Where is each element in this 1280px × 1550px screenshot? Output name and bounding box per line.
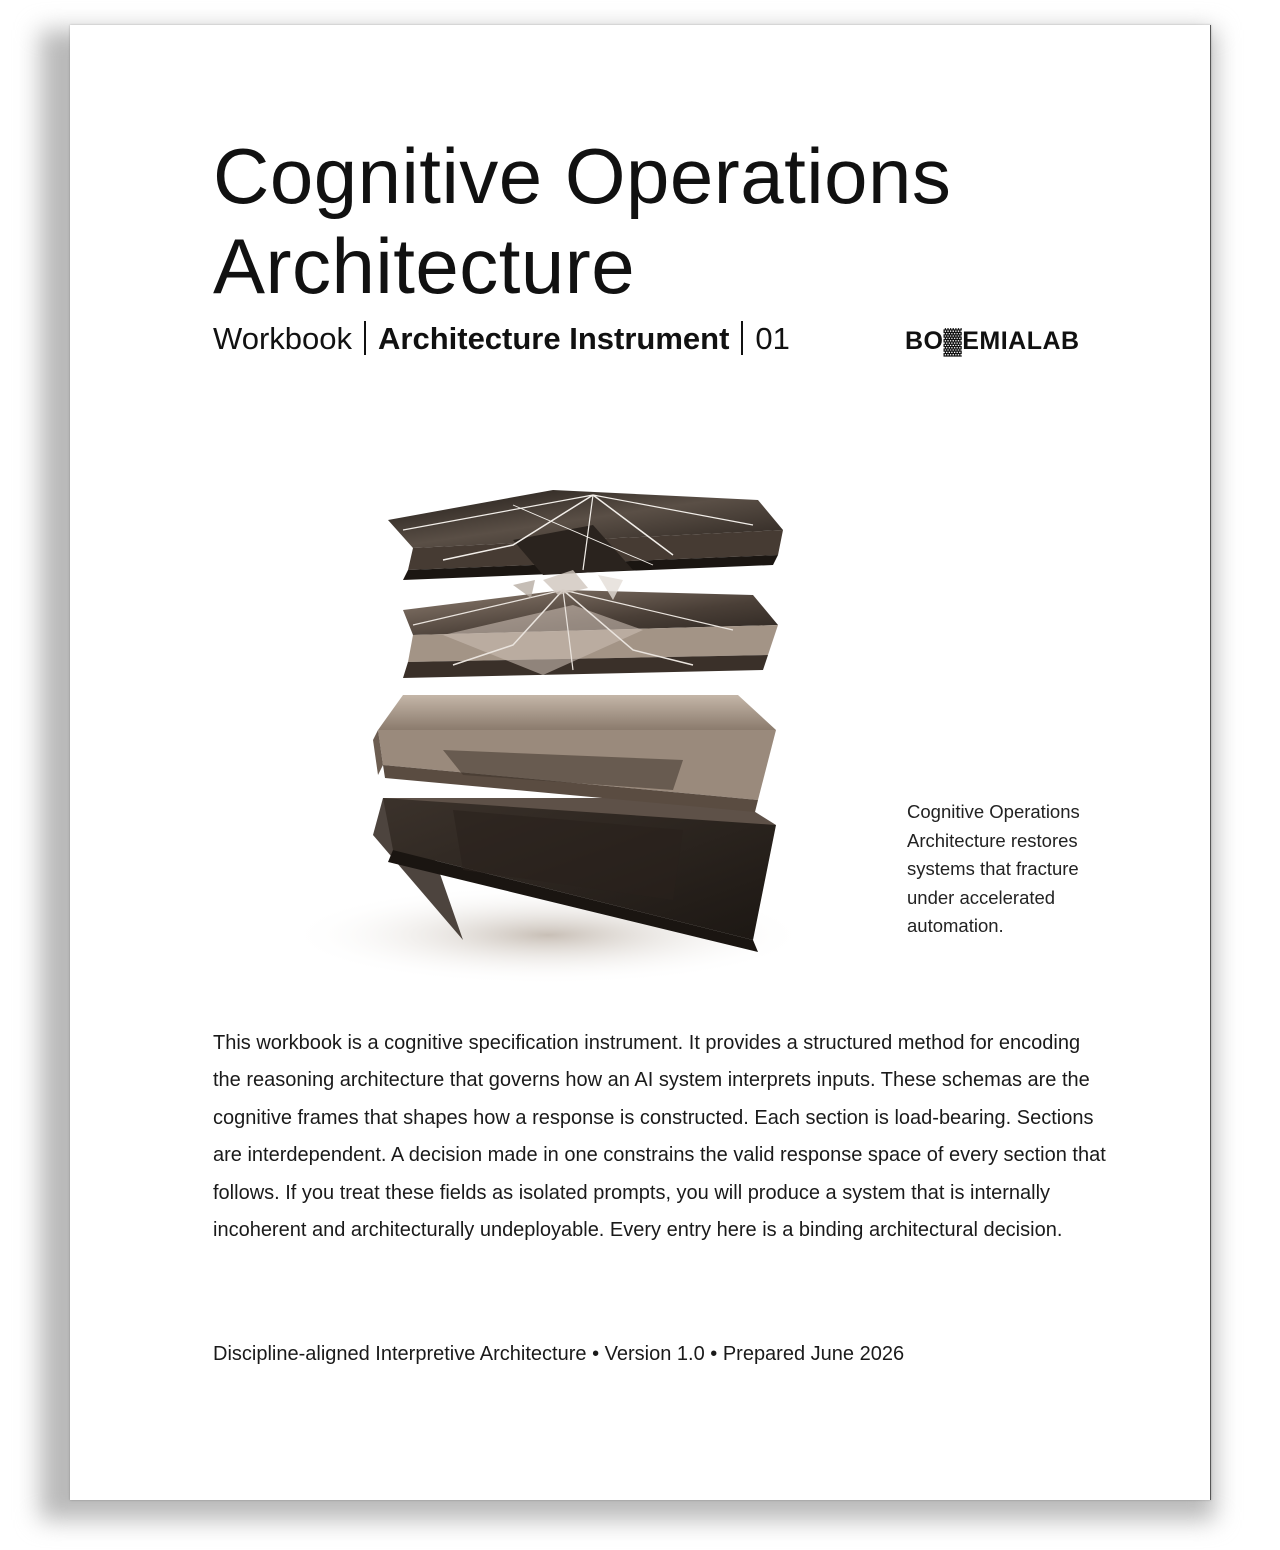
subtitle-separator (741, 321, 743, 355)
document-subtitle (213, 319, 790, 359)
glass-stack-illustration (213, 430, 893, 1020)
brand-logo: BO▓EMIALAB (905, 327, 1080, 355)
subtitle-number: 01 (755, 321, 790, 356)
document-footer: Discipline-aligned Interpretive Architecture • Version 1.0 • Prepared June 2026 (213, 1343, 905, 1365)
glass-layer-third (373, 695, 776, 812)
glass-layer-top (388, 490, 783, 580)
document-title: Cognitive Operations Architecture (213, 132, 952, 310)
subtitle-instrument: Architecture Instrument (378, 321, 730, 356)
document-page (70, 25, 1211, 1500)
glass-layer-second (403, 590, 778, 678)
body-paragraph: This workbook is a cognitive specification instrument. It provides a structured method for encoding the reasoning architecture that governs how an AI system interprets inputs. These schemas are the cognitive frames that shapes how a response is constructed. Each section is load-bearing. Sections are interdependent. A decision made in one constrains the valid response space of every section that follows. If you treat these fields as isolated prompts, you will produce a system that is internally incoherent and architecturally undeployable. Every entry here is a binding architectural decision. (213, 1032, 1106, 1242)
subtitle-workbook: Workbook (213, 321, 352, 356)
subtitle-separator (364, 321, 366, 355)
image-caption: Cognitive Operations Architecture restores systems that fracture under accelerated automation. (907, 801, 1080, 936)
fractured-glass-stack-image (213, 430, 893, 1020)
